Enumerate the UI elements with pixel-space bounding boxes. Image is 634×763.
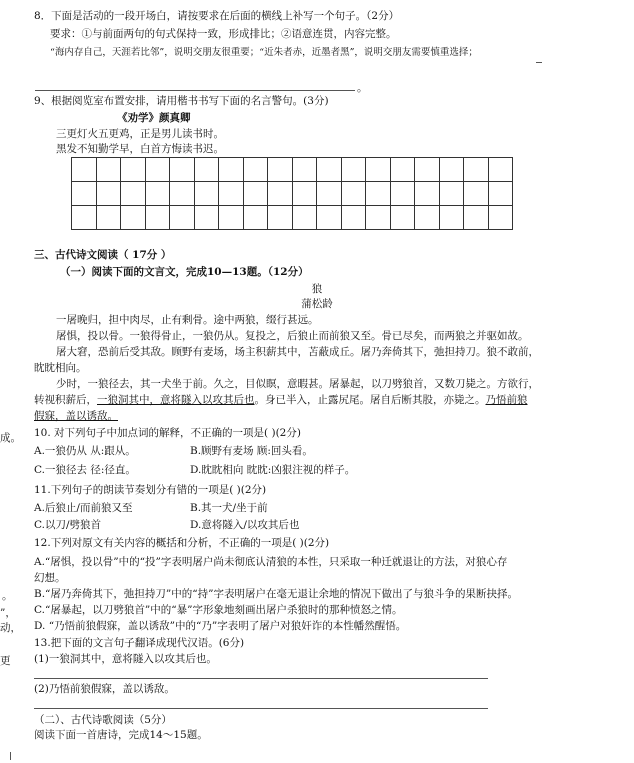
grid-cell[interactable] [243,182,268,206]
passage-p4a: 少时，一狼径去，其一犬坐于前。久之，目似瞑，意暇甚。屠暴起，以刀劈狼首，又数刀毙之。方欲行， [56,378,539,390]
margin-fragment: 。 [2,590,13,602]
grid-cell[interactable] [243,158,268,182]
q8-quote: “海内存自己，天涯若比邻”，说明交朋友很重要；“近朱者赤，近墨者黑”，说明交朋友需要慎重选择； [50,47,478,58]
grid-cell[interactable] [464,158,489,182]
grid-cell[interactable] [464,206,489,230]
passage-p1: 一屠晚归，担中肉尽，止有剩骨。途中两狼，缀行甚远。 [56,314,319,326]
q10-stem: 10. 对下列句子中加点词的解释，不正确的一项是( )(2分) [34,427,301,439]
q12-option-a-cont: 幻想。 [34,572,66,584]
section-3-heading: 三、古代诗文阅读（ 17分 ） [34,249,172,261]
margin-fragment: ”， [0,607,16,619]
q11-option-b[interactable]: B.其一犬/坐于前 [190,502,268,514]
underlined-sentence-1: 一狼洞其中，意将隧入以攻其后也 [97,394,255,406]
underlined-sentence-2a: 乃悟前狼 [485,394,528,406]
grid-cell[interactable] [464,182,489,206]
q13-sentence-2: (2)乃悟前狼假寐，盖以诱敌。 [34,683,175,695]
passage-p2: 屠惧，投以骨。一狼得骨止，一狼仍从。复投之，后狼止而前狼又至。骨已尽矣，而两狼之并驱如故。 [56,330,529,342]
grid-cell[interactable] [194,158,219,182]
q8-answer-line[interactable] [35,90,355,91]
grid-cell[interactable] [317,182,342,206]
grid-cell[interactable] [96,206,121,230]
grid-cell[interactable] [219,182,244,206]
grid-cell[interactable] [243,206,268,230]
section-2-intro: 阅读下面一首唐诗，完成14～15题。 [34,729,208,741]
grid-cell[interactable] [268,158,293,182]
margin-fragment: 更 [0,655,11,667]
grid-cell[interactable] [390,182,415,206]
q10-option-c[interactable]: C.一狼径去 径:径直。 [34,464,136,476]
q8-stem: 8．下面是活动的一段开场白，请按要求在后面的横线上补写一个句子。（2分） [34,10,400,22]
q9-stem: 9、根据阅览室布置安排，请用楷书书写下面的名言警句。(3分) [34,95,329,107]
q10-option-a[interactable]: A.一狼仍从 从:跟从。 [34,445,136,457]
q13-stem: 13.把下面的文言句子翻译成现代汉语。(6分) [34,637,245,649]
grid-cell[interactable] [121,206,146,230]
margin-fragment: 动， [0,622,21,634]
grid-cell[interactable] [390,158,415,182]
grid-cell[interactable] [439,182,464,206]
underlined-sentence-2b: 假寐，盖以诱敌。 [34,410,118,422]
margin-mark [10,752,11,760]
grid-cell[interactable] [317,206,342,230]
passage-title: 狼 [311,283,323,295]
grid-cell[interactable] [72,206,97,230]
q13-answer-line-2[interactable] [34,708,488,709]
grid-cell[interactable] [194,182,219,206]
grid-cell[interactable] [72,158,97,182]
grid-cell[interactable] [268,182,293,206]
q11-stem: 11.下列句子的朗读节奏划分有错的一项是( )(2分) [34,484,267,496]
grid-cell[interactable] [415,182,440,206]
grid-cell[interactable] [390,206,415,230]
writing-grid[interactable] [71,157,513,230]
grid-cell[interactable] [292,182,317,206]
passage-p3b: 眈眈相向。 [34,362,87,374]
grid-cell[interactable] [121,182,146,206]
passage-p3a: 屠大窘，恐前后受其敌。顾野有麦场，场主积薪其中，苫蔽成丘。屠乃奔倚其下，弛担持刀。狼不敢前， [56,346,539,358]
q9-title: 《劝学》颜真卿 [117,112,191,124]
grid-cell[interactable] [488,158,513,182]
q8-answer-line-tail [536,62,542,63]
grid-cell[interactable] [366,182,391,206]
grid-cell[interactable] [121,158,146,182]
q9-line-2: 黑发不知勤学早，白首方悔读书迟。 [56,143,224,155]
q12-option-c[interactable]: C.“屠暴起，以刀劈狼首”中的“暴”字形象地刻画出屠户杀狼时的那种愤怒之情。 [34,604,403,616]
section-3-sub1: （一）阅读下面的文言文，完成10—13题。（12分） [60,266,309,278]
q13-sentence-1: (1)一狼洞其中，意将隧入以攻其后也。 [34,653,217,665]
passage-author: 蒲松龄 [301,298,333,310]
passage-p4b: 转视积薪后，一狼洞其中，意将隧入以攻其后也。身已半入，止露尻尾。屠自后断其股，亦毙之。乃悟前狼 [34,394,528,406]
grid-cell[interactable] [219,206,244,230]
grid-cell[interactable] [292,206,317,230]
grid-cell[interactable] [170,158,195,182]
q12-option-d[interactable]: D. “乃悟前狼假寐，盖以诱敌”中的“乃”字表明了屠户对狼奸诈的本性幡然醒悟。 [34,620,407,632]
q11-option-c[interactable]: C.以刀/劈狼首 [34,519,102,531]
grid-cell[interactable] [268,206,293,230]
grid-cell[interactable] [96,182,121,206]
grid-cell[interactable] [194,206,219,230]
q11-option-d[interactable]: D.意将隧入/以攻其后也 [190,519,300,531]
grid-cell[interactable] [145,158,170,182]
q10-option-d[interactable]: D.眈眈相向 眈眈:凶狠注视的样子。 [190,464,356,476]
grid-cell[interactable] [170,182,195,206]
grid-cell[interactable] [488,206,513,230]
grid-cell[interactable] [488,182,513,206]
section-2-heading: （二）、古代诗歌阅读（5分） [34,714,172,726]
grid-cell[interactable] [292,158,317,182]
grid-cell[interactable] [145,182,170,206]
grid-cell[interactable] [366,206,391,230]
grid-cell[interactable] [439,206,464,230]
grid-cell[interactable] [96,158,121,182]
q13-answer-line-1[interactable] [34,678,488,679]
q12-option-a[interactable]: A.“屠惧，投以骨”中的“投”字表明屠户尚未彻底认清狼的本性，只采取一种迁就退让的方法，对狼心存 [34,556,508,568]
grid-cell[interactable] [317,158,342,182]
margin-fragment: 成。 [0,432,21,444]
q12-option-b[interactable]: B.“屠乃奔倚其下，弛担持刀”中的“持”字表明屠户在毫无退让余地的情况下做出了与狼斗争的果断抉择。 [34,588,519,600]
grid-cell[interactable] [145,206,170,230]
grid-cell[interactable] [72,182,97,206]
q10-option-b[interactable]: B.顾野有麦场 顾:回头看。 [190,445,313,457]
grid-cell[interactable] [415,158,440,182]
grid-cell[interactable] [366,158,391,182]
grid-cell[interactable] [439,158,464,182]
q11-option-a[interactable]: A.后狼止/而前狼又至 [34,502,133,514]
grid-cell[interactable] [415,206,440,230]
grid-cell[interactable] [219,158,244,182]
grid-cell[interactable] [341,206,366,230]
grid-cell[interactable] [170,206,195,230]
grid-cell[interactable] [341,158,366,182]
q8-requirement: 要求：①与前面两句的句式保持一致，形成排比；②语意连贯，内容完整。 [50,28,397,40]
q12-stem: 12.下列对原文有关内容的概括和分析，不正确的一项是( )(2分) [34,537,330,549]
q9-line-1: 三更灯火五更鸡，正是男儿读书时。 [56,128,224,140]
grid-cell[interactable] [341,182,366,206]
